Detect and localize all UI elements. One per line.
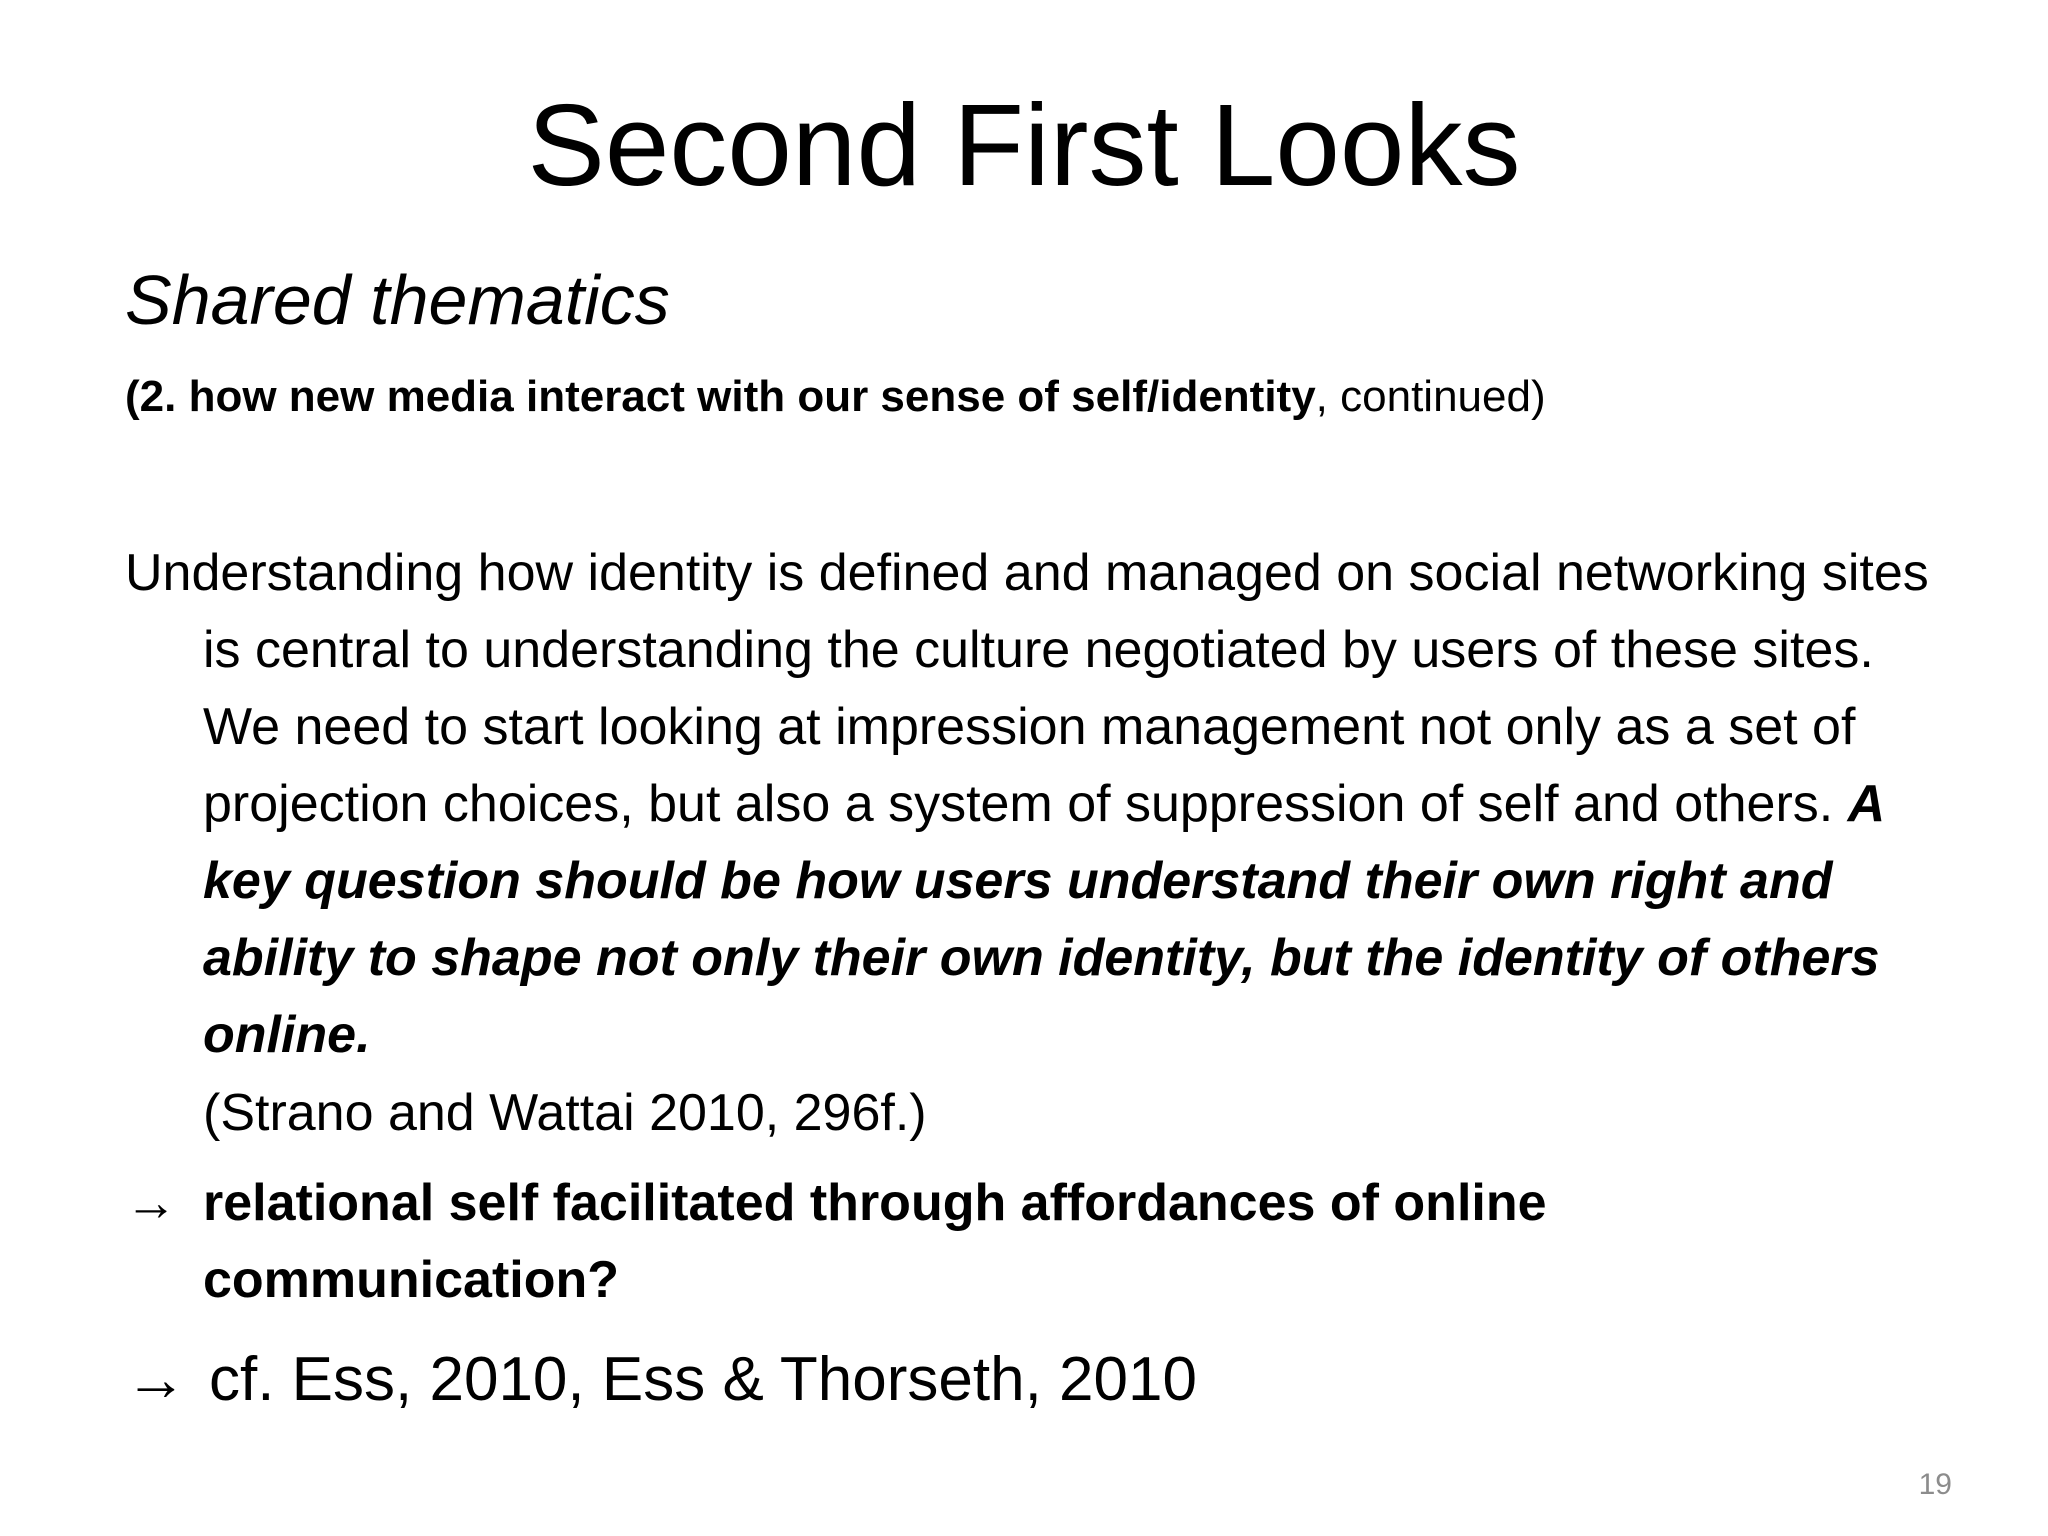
arrow-right-icon: → — [125, 1174, 177, 1232]
quote-citation: (Strano and Wattai 2010, 296f.) — [203, 1084, 927, 1142]
slide-title: Second First Looks — [527, 80, 1521, 210]
section-continued-suffix: , continued) — [1315, 372, 1546, 421]
bullet-cf-references-text: cf. Ess, 2010, Ess & Thorseth, 2010 — [209, 1345, 1197, 1414]
quote-text: Understanding how identity is defined and managed on social networking sites is central to understanding the culture negotiated by users of these sites. We need to start looking at impression management not only as a set of projection choices, but also a system of suppression of self and others. — [125, 544, 1929, 833]
quote-paragraph — [125, 535, 1945, 1074]
page-number: 19 — [1918, 1468, 1952, 1501]
section-topic-bold: (2. how new media interact with our sense of self/identity — [125, 372, 1316, 421]
bullet-relational-self-text: relational self facilitated through affordances of online communication? — [203, 1174, 1547, 1309]
bullet-cf-references — [125, 1340, 1197, 1420]
bullet-relational-self — [125, 1165, 1865, 1319]
arrow-right-icon: → — [125, 1345, 187, 1414]
quote-key-question: A key question should be how users understand their own right and ability to shape not only their own identity, but the identity of others online. — [203, 775, 1884, 1064]
section-continued-line — [125, 367, 1546, 427]
slide-subtitle: Shared thematics — [125, 261, 670, 339]
